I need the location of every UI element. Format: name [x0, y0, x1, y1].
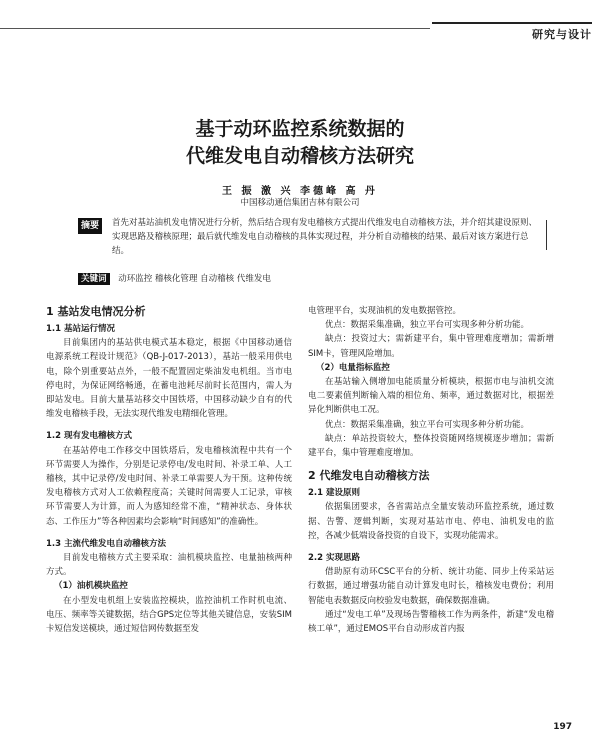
affiliation: 中国移动通信集团吉林有限公司 [240, 198, 360, 208]
advantage-paragraph-1: 优点：数据采集准确，独立平台可实现多种分析功能。 [325, 320, 530, 331]
page-number: 197 [553, 722, 572, 732]
section-2-2-paragraph-a: 借助原有动环CSC平台的分析、统计功能、同步上传采站运行数据，通过增强功能自动计算发电时长，稽核发电费份；利用智能电表数据反向校验发电数据，确保数据准确。 [308, 567, 554, 606]
section-2-2-heading: 2.2 实现思路 [308, 553, 361, 564]
abstract [78, 216, 543, 264]
section-1-3-1-heading: （1）油机模块监控 [54, 581, 128, 592]
section-2-2-paragraph-b: 通过“发电工单”及现场告警稽核工作为两条件，新建“发电稽核工单”，通过EMOS平台自动形成首内报 [308, 609, 554, 635]
header-rule [0, 28, 430, 29]
section-1-heading: 1 基站发电情况分析 [46, 305, 146, 318]
advantage-paragraph-2: 优点：数据采集准确，独立平台可实现多种分析功能。 [325, 419, 530, 430]
section-label: 研究与设计 [432, 22, 592, 42]
abstract-text: 首先对基站油机发电情况进行分析，然后结合现有发电稽核方式提出代维发电自动稽核方法，并介绍其建设原则、实现思路及稽核原理；最后就代维发电自动稽核的具体实现过程，并分析自动稽核的结果、最后对该方案进行总结。 [112, 218, 538, 256]
keywords-label: 关键词 [78, 273, 110, 285]
section-2-1-paragraph: 依据集团要求，各省需站点全量安装动环监控系统，通过数据、告警、逻辑判断，实现对基站市电、停电、油机发电的监控，各减少低端设备投资的自设下，实现功能需求。 [308, 502, 554, 541]
left-column [46, 304, 292, 636]
section-1-3-paragraph: 目前发电稽核方式主要采取：油机模块监控、电量抽核两种方式。 [46, 553, 292, 578]
abstract-label: 摘要 [78, 218, 102, 234]
right-column [308, 304, 554, 636]
authors: 王 振 激 兴 李德峰 高 丹 [222, 186, 378, 197]
keywords [78, 272, 543, 284]
keywords-text: 动环监控 稽核化管理 自动稽核 代维发电 [118, 274, 271, 284]
disadvantage-paragraph-1: 缺点：投资过大；需新建平台，集中管理难度增加；需新增SIM卡，管理风险增加。 [308, 334, 554, 359]
title-line-2: 代维发电自动稽核方法研究 [185, 145, 414, 167]
abstract-side-bar [546, 220, 547, 250]
section-1-1-heading: 1.1 基站运行情况 [46, 324, 116, 334]
section-1-1-paragraph: 目前集团内的基站供电模式基本稳定，根据《中国移动通信电源系统工程设计规范》（QB-J-017-2013），基站一般采用供电电，除个别重要站点外，一般不配置固定柴油发电机组。当市电停电时，为保证网络畅通，在蓄电池耗尽前时长范围内，需人为即站发电。目前大量基站移交中国铁塔，中国移动缺少自有的代维发电稽核手段，无法实现代维发电精细化管理。 [46, 338, 292, 420]
section-1-2-heading: 1.2 现有发电稽核方式 [46, 431, 133, 442]
section-2-1-heading: 2.1 建设原则 [308, 488, 361, 499]
disadvantage-paragraph-2: 缺点：单站投资较大，整体投资随网络规模逐步增加；需新建平台，集中管理难度增加。 [308, 433, 554, 459]
meter-monitoring-paragraph: 在基站输入侧增加电能质量分析模块，根据市电与油机交流电二要素值判断输入端的相位角、频率，通过数据对比，根据差异化判断供电工况。 [308, 377, 554, 416]
section-1-3-heading: 1.3 主流代维发电自动稽核方法 [46, 538, 167, 549]
title-line-1: 基于动环监控系统数据的 [195, 118, 405, 140]
section-2-heading: 2 代维发电自动稽核方法 [308, 469, 430, 483]
section-1-2-paragraph: 在基站停电工作移交中国铁塔后，发电稽核流程中共有一个环节需要人为操作，分别是记录停电/发电时间、补录工单、人工稽核，其中记录停/发电时间、补录工单需要人为干预。这种传统发电稽核方式对人工依赖程度高；关键时间需要人工记录，审核环节需要人为计算，而人为感知经常不准，“精神状态、身体状态、工作压力”等各种因素均会影响“时间感知”的准确性。 [46, 445, 292, 527]
continued-paragraph: 电管理平台，实现油机的发电数据管控。 [308, 306, 462, 316]
meter-monitoring-heading: （2）电量指标监控 [316, 362, 390, 373]
section-1-3-1-paragraph: 在小型发电机组上安装监控模块，监控油机工作时机电流、电压、频率等关键数据，结合GPS定位等其他关键信息，安装SIM卡短信发送模块，通过短信网传数据至发 [46, 595, 292, 635]
